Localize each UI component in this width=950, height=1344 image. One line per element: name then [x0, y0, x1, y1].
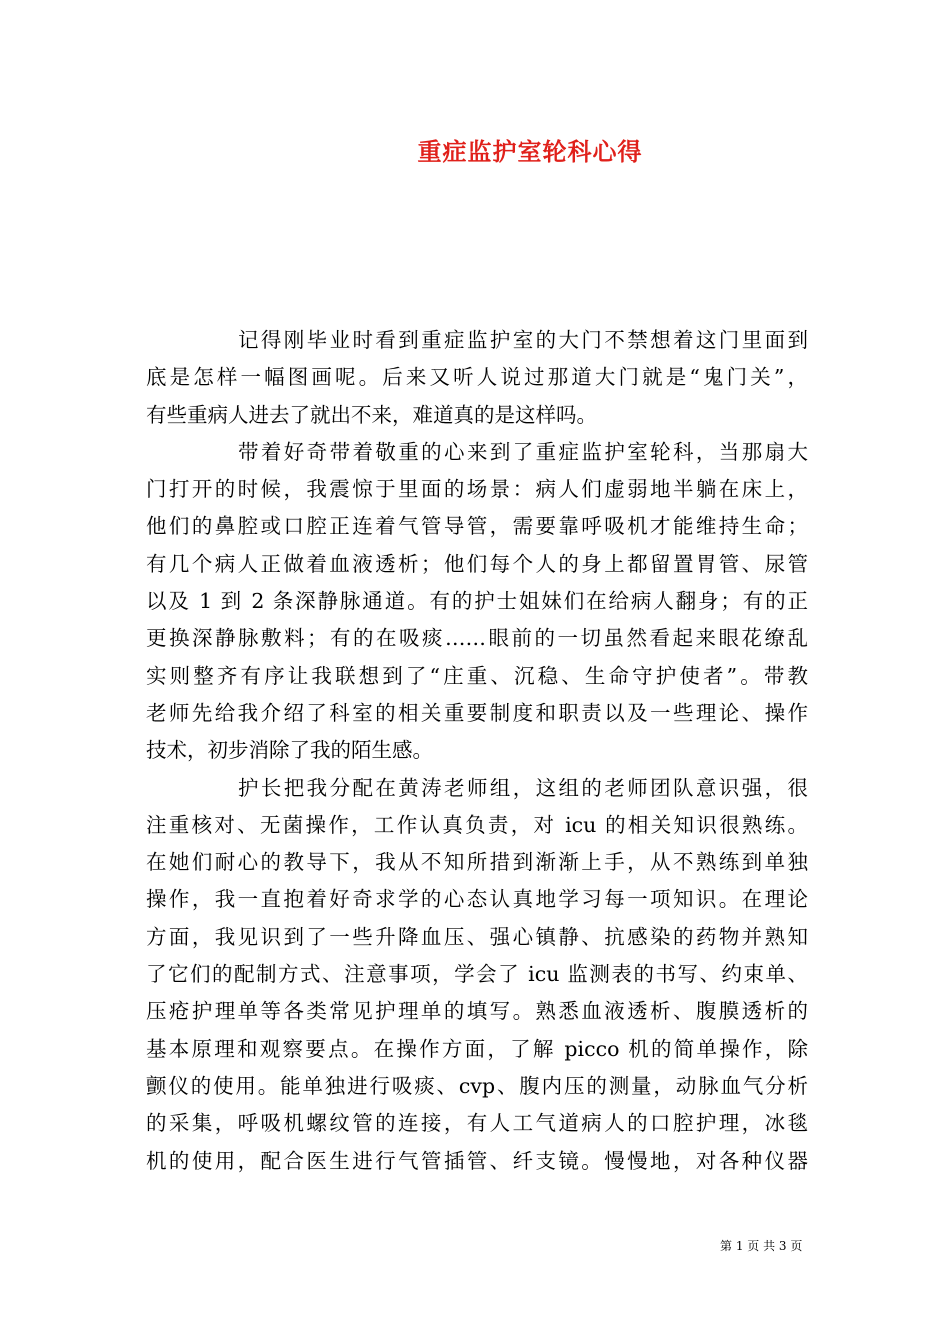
paragraph-3-line-10: 的采集，呼吸机螺纹管的连接，有人工气道病人的口腔护理，冰毯	[146, 1111, 808, 1136]
paragraph-3-line-6: 了它们的配制方式、注意事项，学会了 icu 监测表的书写、约束单、	[146, 962, 808, 987]
paragraph-2-line-4: 有几个病人正做着血液透析；他们每个人的身上都留置胃管、尿管	[146, 551, 808, 576]
paragraph-3-line-11: 机的使用，配合医生进行气管插管、纤支镜。慢慢地，对各种仪器	[146, 1148, 808, 1173]
paragraph-1-line-3: 有些重病人进去了就出不来，难道真的是这样吗。	[146, 402, 597, 427]
paragraph-3-line-4: 操作，我一直抱着好奇求学的心态认真地学习每一项知识。在理论	[146, 887, 808, 912]
paragraph-2-line-9: 技术，初步消除了我的陌生感。	[146, 738, 433, 763]
page-number: 第 1 页 共 3 页	[720, 1239, 803, 1253]
paragraph-2-line-8: 老师先给我介绍了科室的相关重要制度和职责以及一些理论、操作	[146, 700, 808, 725]
paragraph-3-line-1: 护长把我分配在黄涛老师组，这组的老师团队意识强，很	[238, 775, 808, 800]
paragraph-3-line-7: 压疮护理单等各类常见护理单的填写。熟悉血液透析、腹膜透析的	[146, 999, 808, 1024]
paragraph-2-line-7: 实则整齐有序让我联想到了“庄重、沉稳、生命守护使者”。带教	[146, 663, 808, 688]
paragraph-2-line-1: 带着好奇带着敬重的心来到了重症监护室轮科，当那扇大	[238, 439, 808, 464]
paragraph-3-line-5: 方面，我见识到了一些升降血压、强心镇静、抗感染的药物并熟知	[146, 924, 808, 949]
paragraph-3-line-2: 注重核对、无菌操作，工作认真负责，对 icu 的相关知识很熟练。	[146, 812, 808, 837]
paragraph-3-line-9: 颤仪的使用。能单独进行吸痰、cvp、腹内压的测量，动脉血气分析	[146, 1073, 808, 1098]
document-title: 重症监护室轮科心得	[417, 137, 643, 166]
paragraph-3-line-3: 在她们耐心的教导下，我从不知所措到渐渐上手，从不熟练到单独	[146, 850, 808, 875]
paragraph-2-line-3: 他们的鼻腔或口腔正连着气管导管，需要靠呼吸机才能维持生命；	[146, 514, 808, 539]
paragraph-3-line-8: 基本原理和观察要点。在操作方面，了解 picco 机的简单操作，除	[146, 1036, 808, 1061]
paragraph-1-line-2: 底是怎样一幅图画呢。后来又听人说过那道大门就是“鬼门关”，	[146, 365, 808, 390]
paragraph-2-line-6: 更换深静脉敷料；有的在吸痰……眼前的一切虽然看起来眼花缭乱	[146, 626, 808, 651]
paragraph-1-line-1: 记得刚毕业时看到重症监护室的大门不禁想着这门里面到	[238, 328, 808, 352]
paragraph-2-line-5: 以及 1 到 2 条深静脉通道。有的护士姐妹们在给病人翻身；有的正	[146, 589, 808, 614]
paragraph-2-line-2: 门打开的时候，我震惊于里面的场景：病人们虚弱地半躺在床上，	[146, 477, 808, 502]
document-body	[146, 322, 808, 1180]
